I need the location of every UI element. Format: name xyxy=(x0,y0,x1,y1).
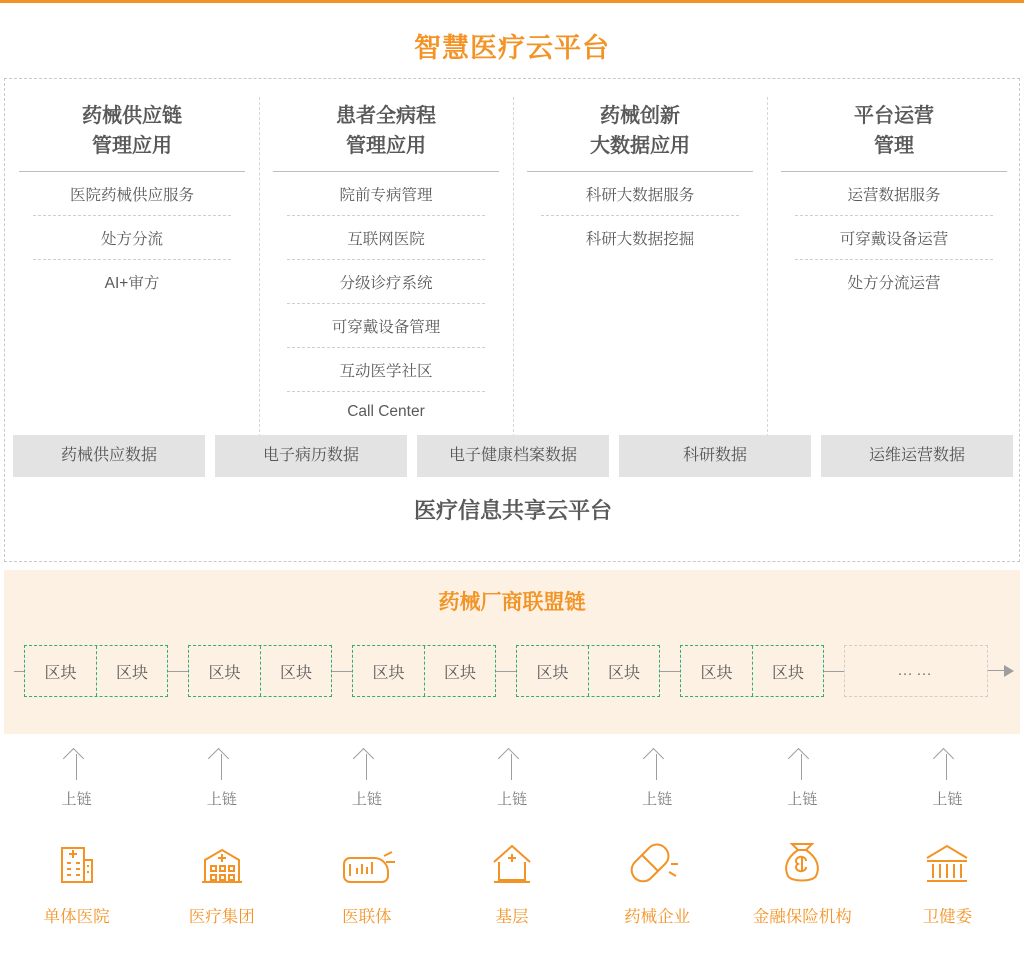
up-arrow-icon xyxy=(62,746,92,780)
column-title-line2: 管理应用 xyxy=(92,135,172,157)
block-pair[interactable] xyxy=(188,645,332,697)
participant-arrow-label: 上链 xyxy=(496,791,527,808)
participant-arrow-label: 上链 xyxy=(932,791,963,808)
block-cell: 区块 xyxy=(208,664,241,682)
top-accent-rule xyxy=(0,0,1024,3)
participant-name: 药械企业 xyxy=(624,908,691,926)
column-patient-journey xyxy=(259,79,513,431)
block-cell: 区块 xyxy=(588,646,659,696)
block-pair[interactable] xyxy=(680,645,824,697)
hospital-building-icon xyxy=(49,831,105,893)
cloud-platform-panel xyxy=(4,78,1020,562)
list-item[interactable]: 科研大数据挖掘 xyxy=(585,231,695,248)
list-item[interactable]: 处方分流运营 xyxy=(847,275,941,292)
chain-connector xyxy=(496,671,516,672)
page-title: 智慧医疗云平台 xyxy=(414,33,610,63)
participant-arrow-label: 上链 xyxy=(206,791,237,808)
up-arrow-icon xyxy=(932,746,962,780)
block-pair[interactable] xyxy=(516,645,660,697)
data-tile[interactable]: 科研数据 xyxy=(619,435,811,477)
list-item[interactable]: 科研大数据服务 xyxy=(541,172,739,216)
column-title-line1: 患者全病程 xyxy=(336,105,436,127)
data-tile[interactable]: 运维运营数据 xyxy=(821,435,1013,477)
column-items xyxy=(527,172,753,259)
up-arrow-icon xyxy=(207,746,237,780)
column-title xyxy=(527,101,753,172)
block-cell: 区块 xyxy=(44,664,77,682)
list-item[interactable]: 院前专病管理 xyxy=(287,172,485,216)
column-items xyxy=(19,172,245,303)
block-cell: 区块 xyxy=(536,664,569,682)
list-item[interactable]: 互动医学社区 xyxy=(287,348,485,392)
participant-arrow-label: 上链 xyxy=(61,791,92,808)
participant-grassroots[interactable] xyxy=(439,740,584,955)
alliance-chain-band xyxy=(4,570,1020,734)
list-item[interactable]: 可穿戴设备运营 xyxy=(795,216,993,260)
column-supply-chain xyxy=(5,79,259,431)
medical-union-icon xyxy=(334,831,400,893)
column-title-line2: 管理应用 xyxy=(346,135,426,157)
column-title xyxy=(19,101,245,172)
data-tile[interactable]: 电子健康档案数据 xyxy=(417,435,609,477)
participant-name: 医联体 xyxy=(342,908,392,926)
chain-connector xyxy=(660,671,680,672)
up-arrow-icon xyxy=(352,746,382,780)
data-tile[interactable]: 药械供应数据 xyxy=(13,435,205,477)
participant-name: 基层 xyxy=(495,908,529,926)
hospital-group-icon xyxy=(193,831,251,893)
block-cell: 区块 xyxy=(700,664,733,682)
list-item[interactable]: Call Center xyxy=(347,403,425,420)
alliance-chain-title: 药械厂商联盟链 xyxy=(438,591,586,614)
up-arrow-icon xyxy=(642,746,672,780)
participant-name: 金融保险机构 xyxy=(752,908,852,926)
column-title-line1: 药械供应链 xyxy=(82,105,182,127)
column-items xyxy=(781,172,1007,303)
block-pair[interactable] xyxy=(24,645,168,697)
column-title xyxy=(781,101,1007,172)
block-cell: 区块 xyxy=(752,646,823,696)
column-title-line1: 平台运营 xyxy=(854,105,934,127)
government-building-icon xyxy=(919,831,975,893)
block-cell: 区块 xyxy=(260,646,331,696)
column-title-line2: 管理 xyxy=(874,135,914,157)
list-item[interactable]: 可穿戴设备管理 xyxy=(287,304,485,348)
grassroots-clinic-icon xyxy=(484,831,540,893)
blockchain-row xyxy=(14,636,1014,706)
block-ellipsis-label: …… xyxy=(897,662,935,679)
column-title xyxy=(273,101,499,172)
participants-row xyxy=(4,740,1020,955)
list-item[interactable]: 医院药械供应服务 xyxy=(33,172,231,216)
participant-health-commission[interactable] xyxy=(875,740,1020,955)
participant-finance-insurance[interactable] xyxy=(730,740,875,955)
money-bag-icon xyxy=(776,831,828,893)
participant-medical-union[interactable] xyxy=(294,740,439,955)
column-items xyxy=(273,172,499,431)
participant-single-hospital[interactable] xyxy=(4,740,149,955)
participant-hospital-group[interactable] xyxy=(149,740,294,955)
block-pair[interactable] xyxy=(352,645,496,697)
block-cell: 区块 xyxy=(424,646,495,696)
participant-pharma-enterprise[interactable] xyxy=(585,740,730,955)
list-item[interactable]: 处方分流 xyxy=(33,216,231,260)
participant-arrow-label: 上链 xyxy=(642,791,673,808)
list-item[interactable]: 分级诊疗系统 xyxy=(287,260,485,304)
data-tile[interactable]: 电子病历数据 xyxy=(215,435,407,477)
block-cell: 区块 xyxy=(96,646,167,696)
list-item[interactable]: AI+审方 xyxy=(104,275,160,292)
data-tiles-row xyxy=(13,435,1013,477)
capsule-pill-icon xyxy=(627,831,687,893)
application-columns xyxy=(5,79,1021,431)
list-item[interactable]: 互联网医院 xyxy=(287,216,485,260)
participant-arrow-label: 上链 xyxy=(351,791,382,808)
block-pair-ellipsis xyxy=(844,645,988,697)
chain-lead-line xyxy=(14,671,24,672)
share-platform-label: 医疗信息共享云平台 xyxy=(413,498,612,523)
chain-connector xyxy=(332,671,352,672)
column-title-line1: 药械创新 xyxy=(600,105,680,127)
block-cell: 区块 xyxy=(372,664,405,682)
chain-arrow-icon xyxy=(988,664,1014,678)
column-platform-operations xyxy=(767,79,1021,431)
chain-connector xyxy=(168,671,188,672)
list-item[interactable]: 运营数据服务 xyxy=(795,172,993,216)
column-title-line2: 大数据应用 xyxy=(590,135,690,157)
participant-name: 单体医院 xyxy=(43,908,110,926)
column-innovation-bigdata xyxy=(513,79,767,431)
chain-connector xyxy=(824,671,844,672)
up-arrow-icon xyxy=(497,746,527,780)
participant-name: 卫健委 xyxy=(922,908,973,926)
up-arrow-icon xyxy=(787,746,817,780)
participant-arrow-label: 上链 xyxy=(787,791,818,808)
participant-name: 医疗集团 xyxy=(188,908,255,926)
